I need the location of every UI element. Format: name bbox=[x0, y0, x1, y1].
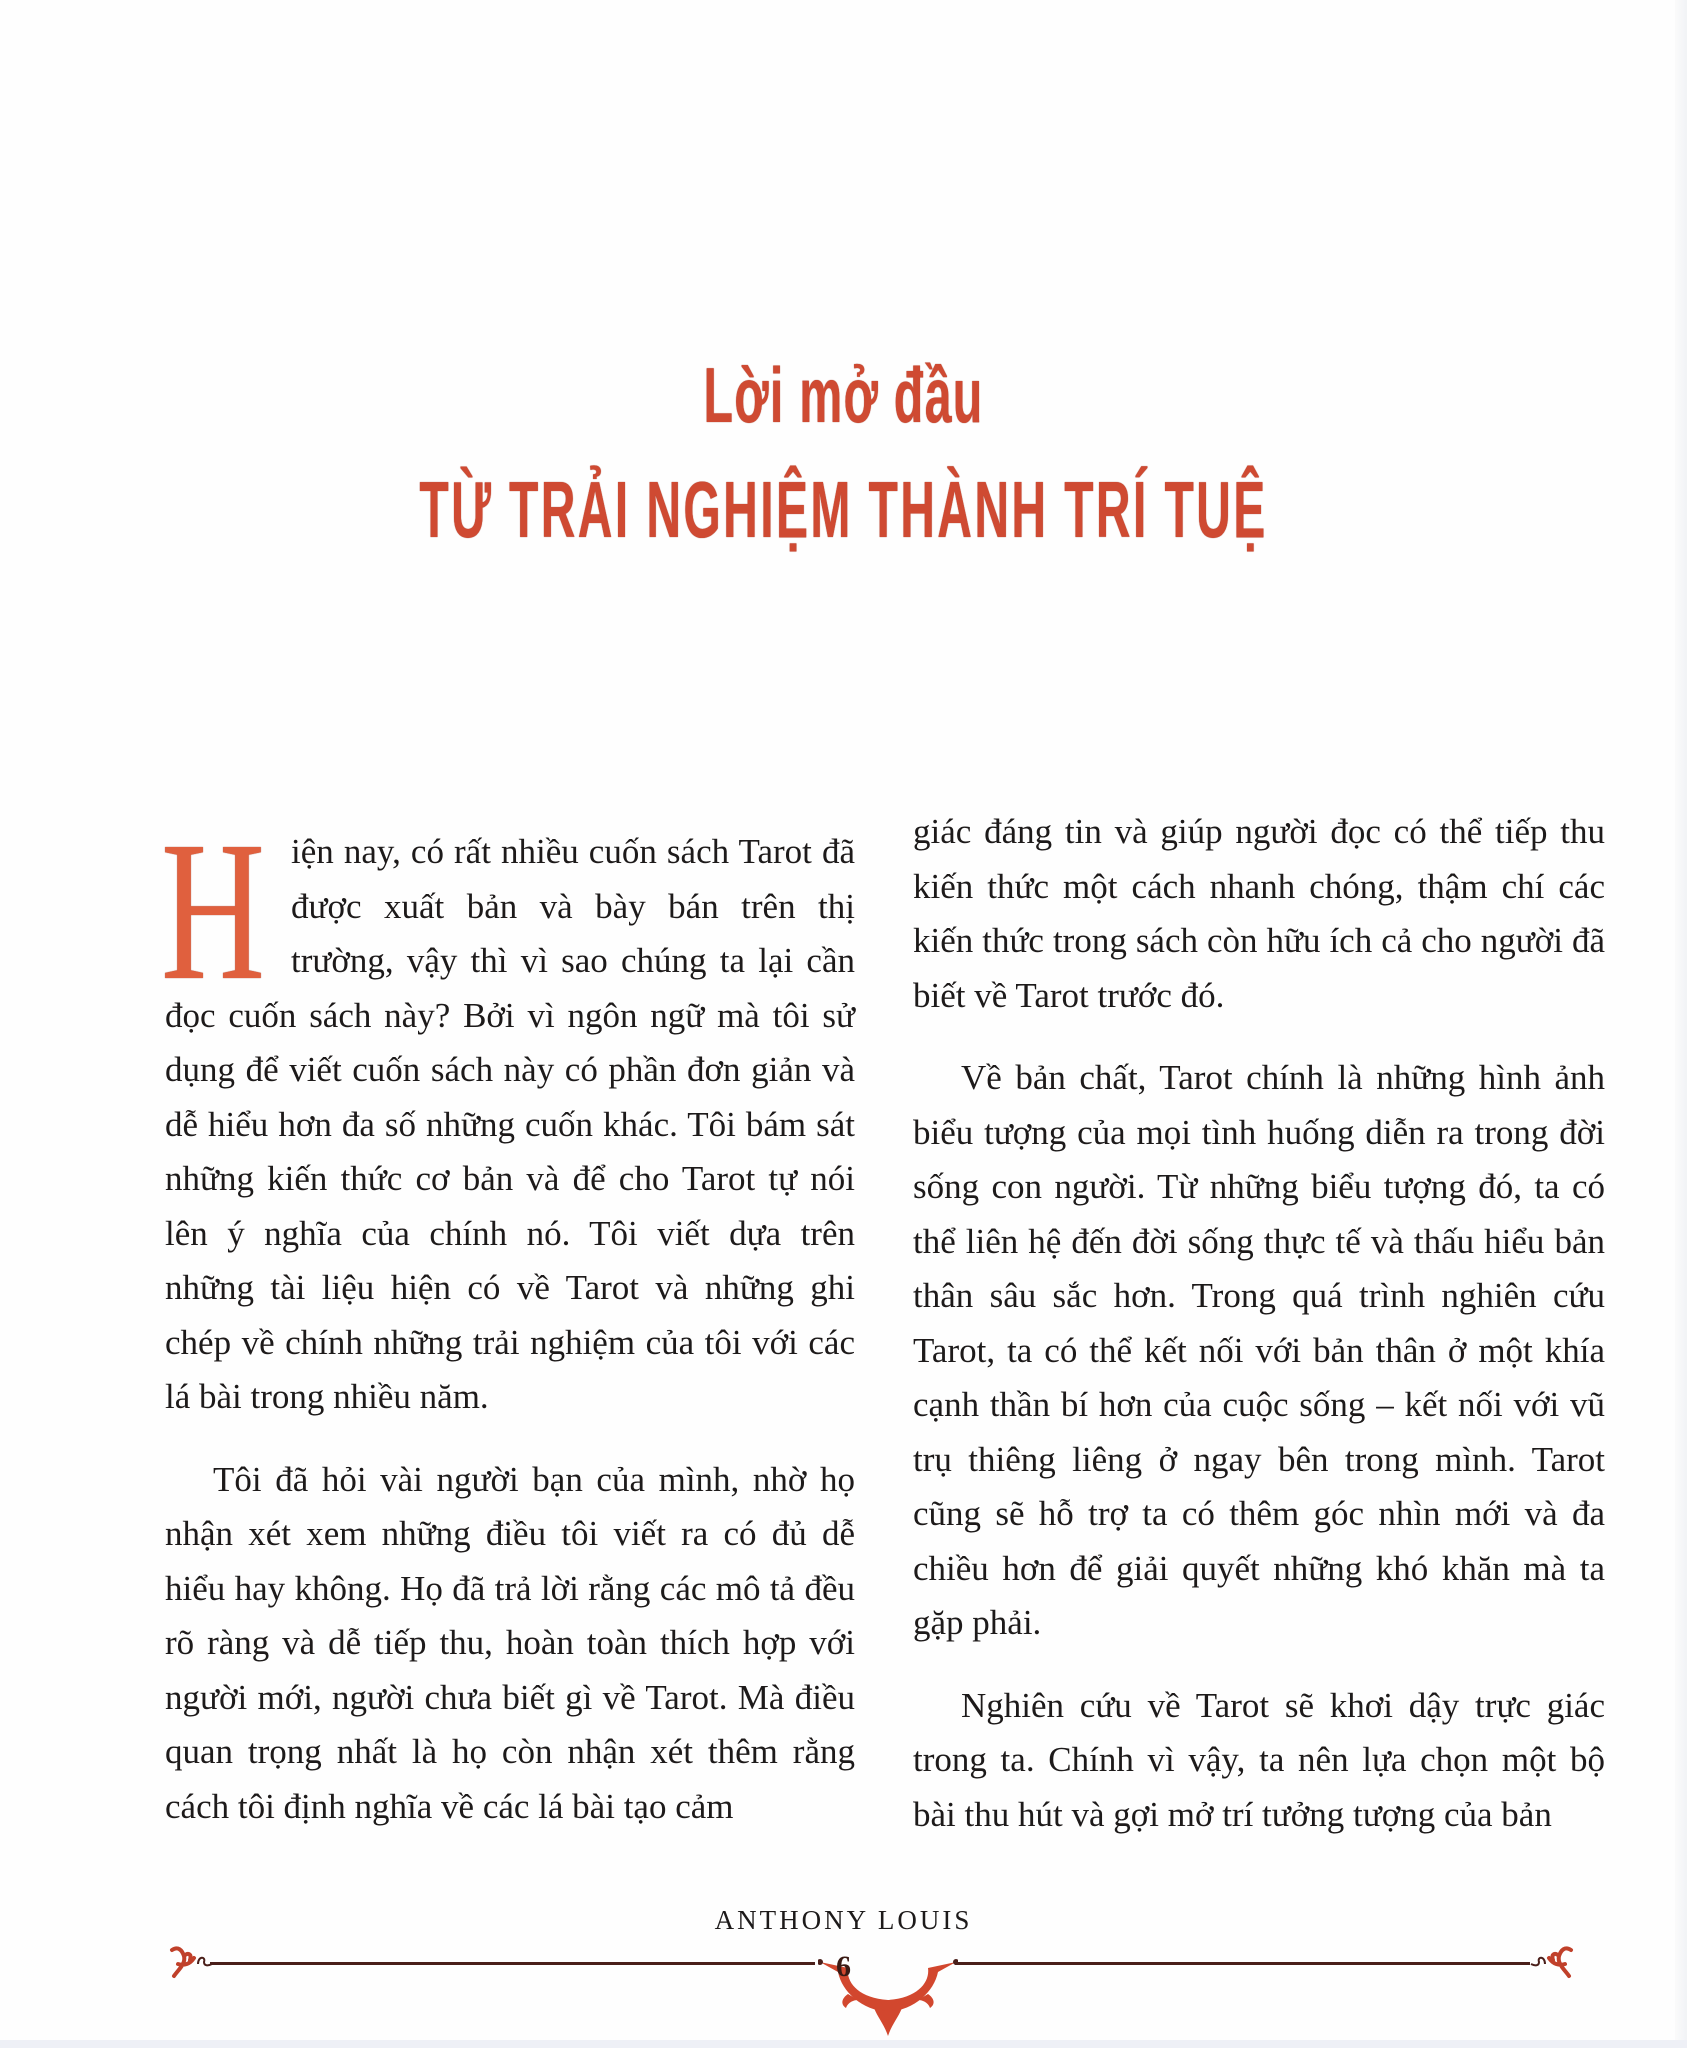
chapter-title-line2: TỪ TRẢI NGHIỆM THÀNH TRÍ TUỆ bbox=[419, 465, 1268, 554]
page-number: 6 bbox=[836, 1950, 851, 1983]
paragraph-1 bbox=[161, 801, 855, 1425]
page-bottom-edge bbox=[0, 2040, 1687, 2048]
right-column bbox=[913, 805, 1605, 1870]
page-edge-shadow bbox=[1675, 0, 1687, 2048]
paragraph-4: Nghiên cứu về Tarot sẽ khơi dậy trực giác trong ta. Chính vì vậy, ta nên lựa chọn một bộ bài thu hút và gợi mở trí tưởng tượng của bản bbox=[913, 1685, 1605, 1834]
paragraph-1-text: iện nay, có rất nhiều cuốn sách Tarot đã được xuất bản và bày bán trên thị trường, vậy thì vì sao chúng ta lại cần đọc cuốn sách này? Bởi vì ngôn ngữ mà tôi sử dụng để viết cuốn sách này có phần đơn giản và dễ hiểu hơn đa số những cuốn khác. Tôi bám sát những kiến thức cơ bản và để cho Tarot tự nói lên ý nghĩa của chính nó. Tôi viết dựa trên những tài liệu hiện có về Tarot và những ghi chép về chính những trải nghiệm của tôi với các lá bài trong nhiều năm. bbox=[165, 832, 855, 1416]
running-footer-author: ANTHONY LOUIS bbox=[714, 1905, 973, 1935]
dropcap-letter: H bbox=[161, 801, 265, 1022]
paragraph-3: Về bản chất, Tarot chính là những hình ảnh biểu tượng của mọi tình huống diễn ra trong đời sống con người. Từ những biểu tượng đó, ta có thể liên hệ đến đời sống thực tế và thấu hiểu bản thân sâu sắc hơn. Trong quá trình nghiên cứu Tarot, ta có thể kết nối với bản thân ở một khía cạnh thần bí hơn của cuộc sống – kết nối với vũ trụ thiêng liêng ở ngay bên trong mình. Tarot cũng sẽ hỗ trợ ta có thêm góc nhìn mới và đa chiều hơn để giải quyết những khó khăn mà ta gặp phải. bbox=[913, 1058, 1605, 1642]
chapter-title-line1: Lời mở đầu bbox=[703, 351, 984, 439]
left-column bbox=[161, 795, 855, 1862]
paragraph-2: Tôi đã hỏi vài người bạn của mình, nhờ họ nhận xét xem những điều tôi viết ra có đủ dễ hiểu hay không. Họ đã trả lời rằng các mô tả đều rõ ràng và dễ tiếp thu, hoàn toàn thích hợp với người mới, người chưa biết gì về Tarot. Mà điều quan trọng nhất là họ còn nhận xét thêm rằng cách tôi định nghĩa về các lá bài tạo cảm bbox=[165, 1459, 855, 1826]
chapter-title bbox=[0, 345, 1687, 565]
paragraph-2-continued: giác đáng tin và giúp người đọc có thể tiếp thu kiến thức một cách nhanh chóng, thậm chí các kiến thức trong sách còn hữu ích cả cho người đã biết về Tarot trước đó. bbox=[913, 812, 1605, 1015]
